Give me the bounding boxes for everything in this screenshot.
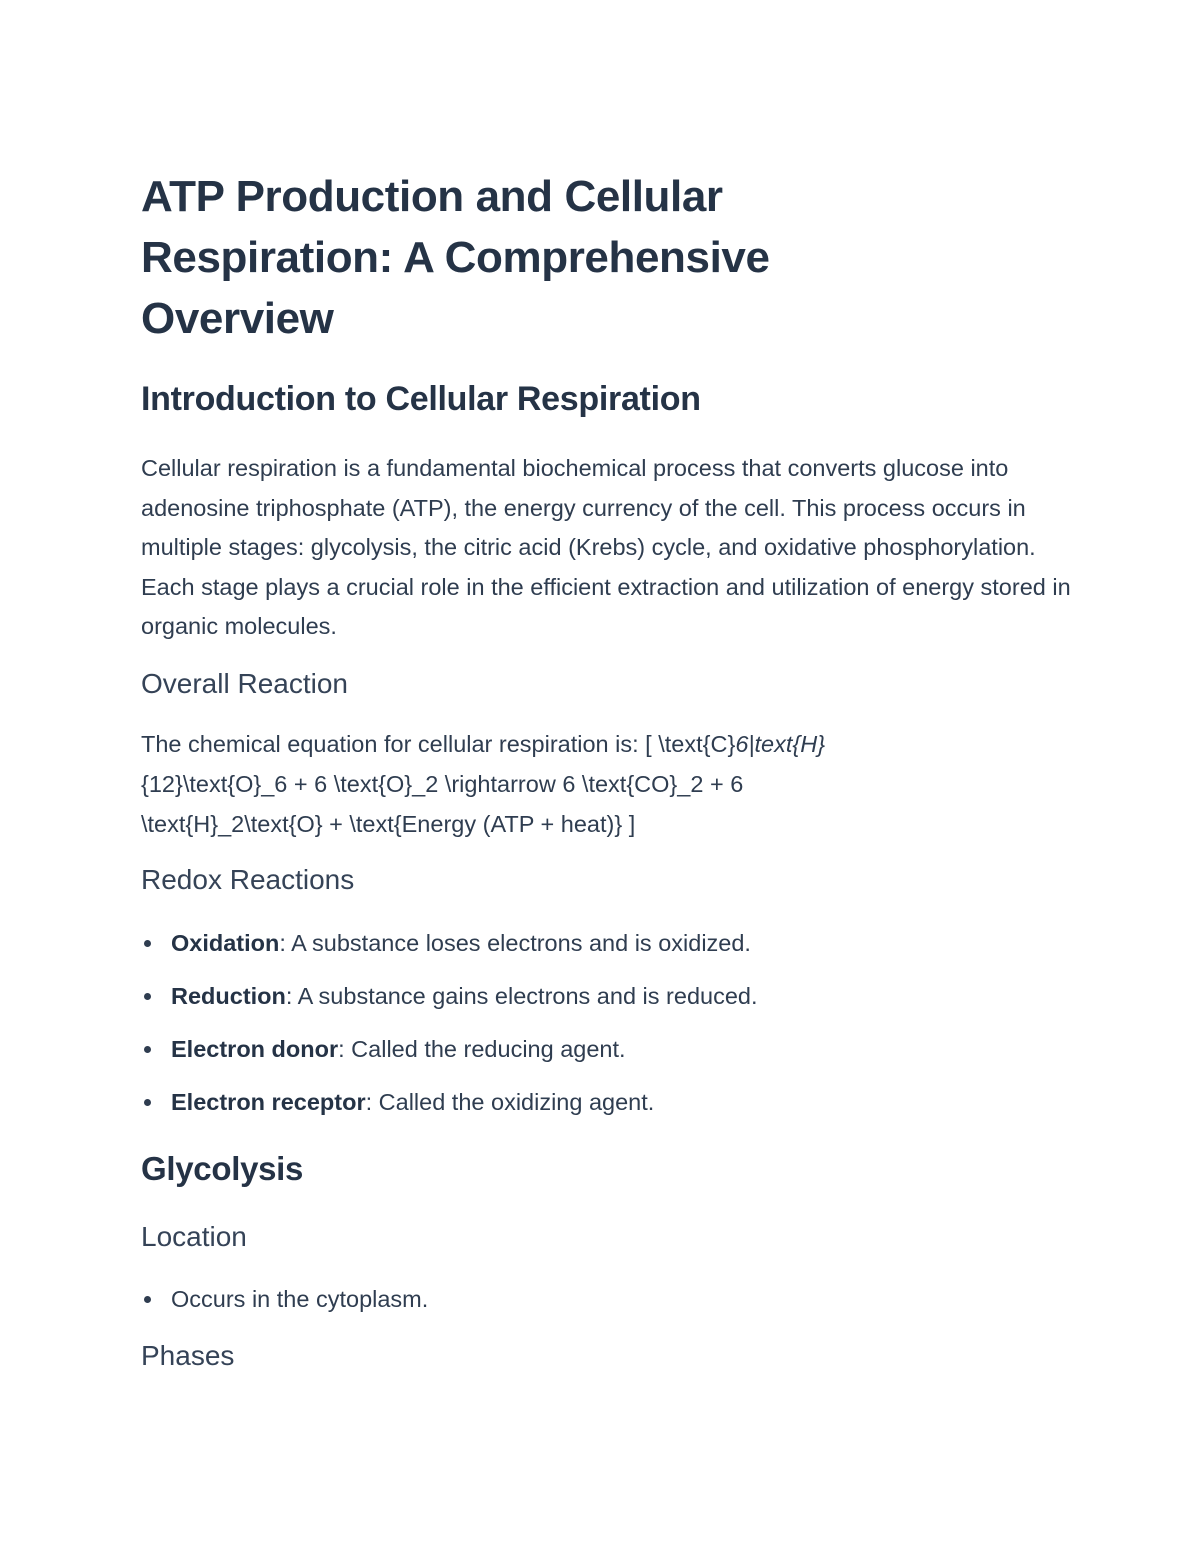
- redox-list: [141, 928, 1041, 1140]
- bullet-icon: [144, 1296, 151, 1303]
- equation-part-c: {12}\text{O}_6 + 6 \text{O}_2 \rightarrow 6 \text{CO}_2 + 6 \text{H}_2\text{O} + \text{Energy (ATP + heat)} ]: [141, 771, 744, 837]
- location-item-text: Occurs in the cytoplasm.: [171, 1286, 429, 1312]
- redox-desc: : Called the oxidizing agent.: [365, 1089, 655, 1115]
- redox-heading: Redox Reactions: [141, 864, 355, 895]
- location-heading: Location: [141, 1221, 247, 1252]
- list-item: [141, 1034, 1041, 1087]
- bullet-icon: [144, 940, 151, 947]
- overall-reaction-heading: Overall Reaction: [141, 668, 348, 699]
- chemical-equation: [141, 724, 901, 844]
- equation-part-a: The chemical equation for cellular respiration is: [ \text{C}: [141, 731, 736, 757]
- list-item: [141, 1284, 1041, 1337]
- bullet-icon: [144, 1046, 151, 1053]
- location-list: [141, 1284, 1041, 1337]
- list-item: [141, 981, 1041, 1034]
- intro-heading: Introduction to Cellular Respiration: [141, 380, 701, 418]
- redox-desc: : A substance gains electrons and is reduced.: [285, 983, 758, 1009]
- redox-desc: : Called the reducing agent.: [338, 1036, 626, 1062]
- redox-term: Reduction: [171, 983, 286, 1009]
- intro-paragraph: Cellular respiration is a fundamental biochemical process that converts glucose into adenosine triphosphate (ATP), the energy currency of the cell. This process occurs in multiple stages: glycolysis, the citric acid (Krebs) cycle, and oxidative phosphorylation. Each stage plays a crucial role in the efficient extraction and utilization of energy stored in organic molecules.: [141, 455, 1071, 639]
- redox-term: Electron donor: [171, 1036, 339, 1062]
- bullet-icon: [144, 1099, 151, 1106]
- redox-term: Oxidation: [171, 930, 280, 956]
- list-item: [141, 928, 1041, 981]
- document-title: ATP Production and Cellular Respiration: A Comprehensive Overview: [141, 172, 770, 343]
- phases-heading: Phases: [141, 1340, 235, 1371]
- equation-part-b: 6|text{H}: [735, 731, 826, 757]
- redox-term: Electron receptor: [171, 1089, 366, 1115]
- list-item: [141, 1087, 1041, 1140]
- bullet-icon: [144, 993, 151, 1000]
- glycolysis-heading: Glycolysis: [141, 1150, 304, 1187]
- redox-desc: : A substance loses electrons and is oxidized.: [279, 930, 751, 956]
